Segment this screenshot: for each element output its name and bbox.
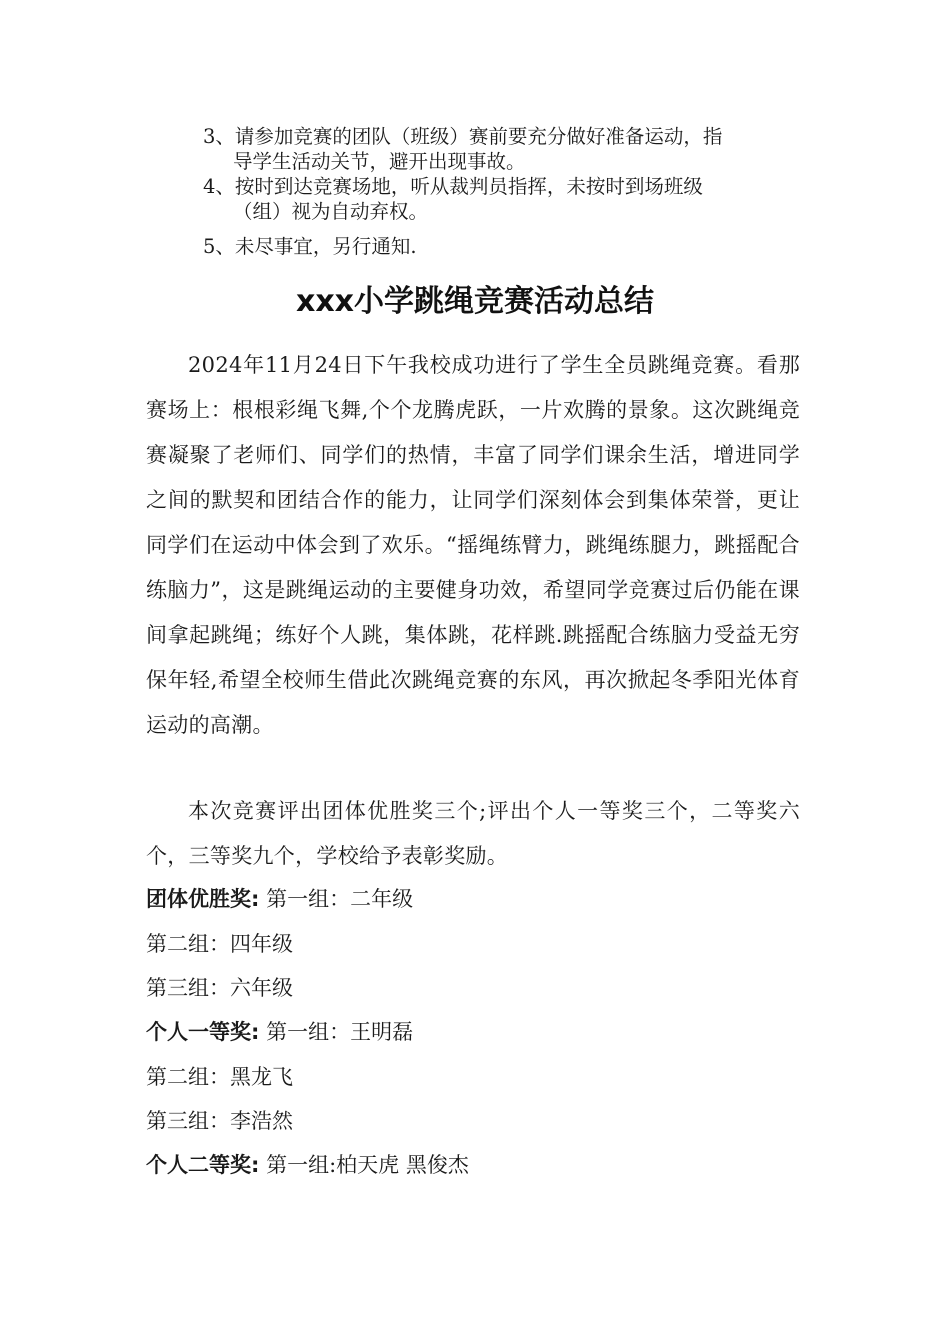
award-row: [146, 1099, 800, 1144]
notice-item-continuation: 导学生活动关节，避开出现事故。: [233, 150, 526, 173]
award-row: [146, 1010, 800, 1055]
award-entry: 第二组：黑龙飞: [146, 1065, 293, 1089]
notice-item-text: 按时到达竞赛场地，听从裁判员指挥，未按时到场班级: [234, 175, 703, 198]
award-row: [146, 1055, 800, 1100]
award-entry: 第三组：六年级: [146, 976, 293, 1000]
award-row: [146, 877, 800, 922]
notice-item-4: [203, 174, 803, 224]
award-row: [146, 966, 800, 1011]
award-entry: 第一组:柏天虎 黑俊杰: [259, 1153, 469, 1177]
award-category-label: 个人二等奖:: [146, 1153, 260, 1177]
award-entry: 第一组：王明磊: [259, 1020, 414, 1044]
notice-item-number: 3、: [203, 125, 235, 148]
award-category-label: 个人一等奖:: [146, 1020, 260, 1044]
notice-item-number: 5、: [203, 235, 235, 258]
document-title: xxx小学跳绳竞赛活动总结: [295, 284, 655, 319]
notice-item-continuation: （组）视为自动弃权。: [233, 200, 429, 223]
notice-item-5: [203, 234, 803, 259]
award-entry: 第一组：二年级: [259, 887, 414, 911]
notice-item-3: [203, 124, 803, 174]
award-row: [146, 1143, 800, 1188]
notice-item-text: 请参加竞赛的团队（班级）赛前要充分做好准备运动，指: [234, 125, 723, 148]
notice-item-number: 4、: [203, 175, 235, 198]
award-entry: 第三组：李浩然: [146, 1109, 293, 1133]
award-category-label: 团体优胜奖:: [146, 887, 260, 911]
award-entry: 第二组：四年级: [146, 932, 293, 956]
awards-intro-paragraph: 本次竞赛评出团体优胜奖三个;评出个人一等奖三个，二等奖六个，三等奖九个，学校给予表彰奖励。: [146, 799, 800, 868]
award-row: [146, 922, 800, 967]
notice-item-text: 未尽事宜，另行通知.: [234, 235, 417, 258]
summary-paragraph: 2024年11月24日下午我校成功进行了学生全员跳绳竞赛。看那赛场上：根根彩绳飞舞,个个龙腾虎跃，一片欢腾的景象。这次跳绳竞赛凝聚了老师们、同学们的热情，丰富了同学们课余生活，增进同学之间的默契和团结合作的能力，让同学们深刻体会到集体荣誉，更让同学们在运动中体会到了欢乐。“摇绳练臂力，跳绳练腿力，跳摇配合练脑力”，这是跳绳运动的主要健身功效，希望同学竞赛过后仍能在课间拿起跳绳；练好个人跳，集体跳，花样跳.跳摇配合练脑力受益无穷保年轻,希望全校师生借此次跳绳竞赛的东风，再次掀起冬季阳光体育运动的高潮。: [146, 353, 800, 737]
